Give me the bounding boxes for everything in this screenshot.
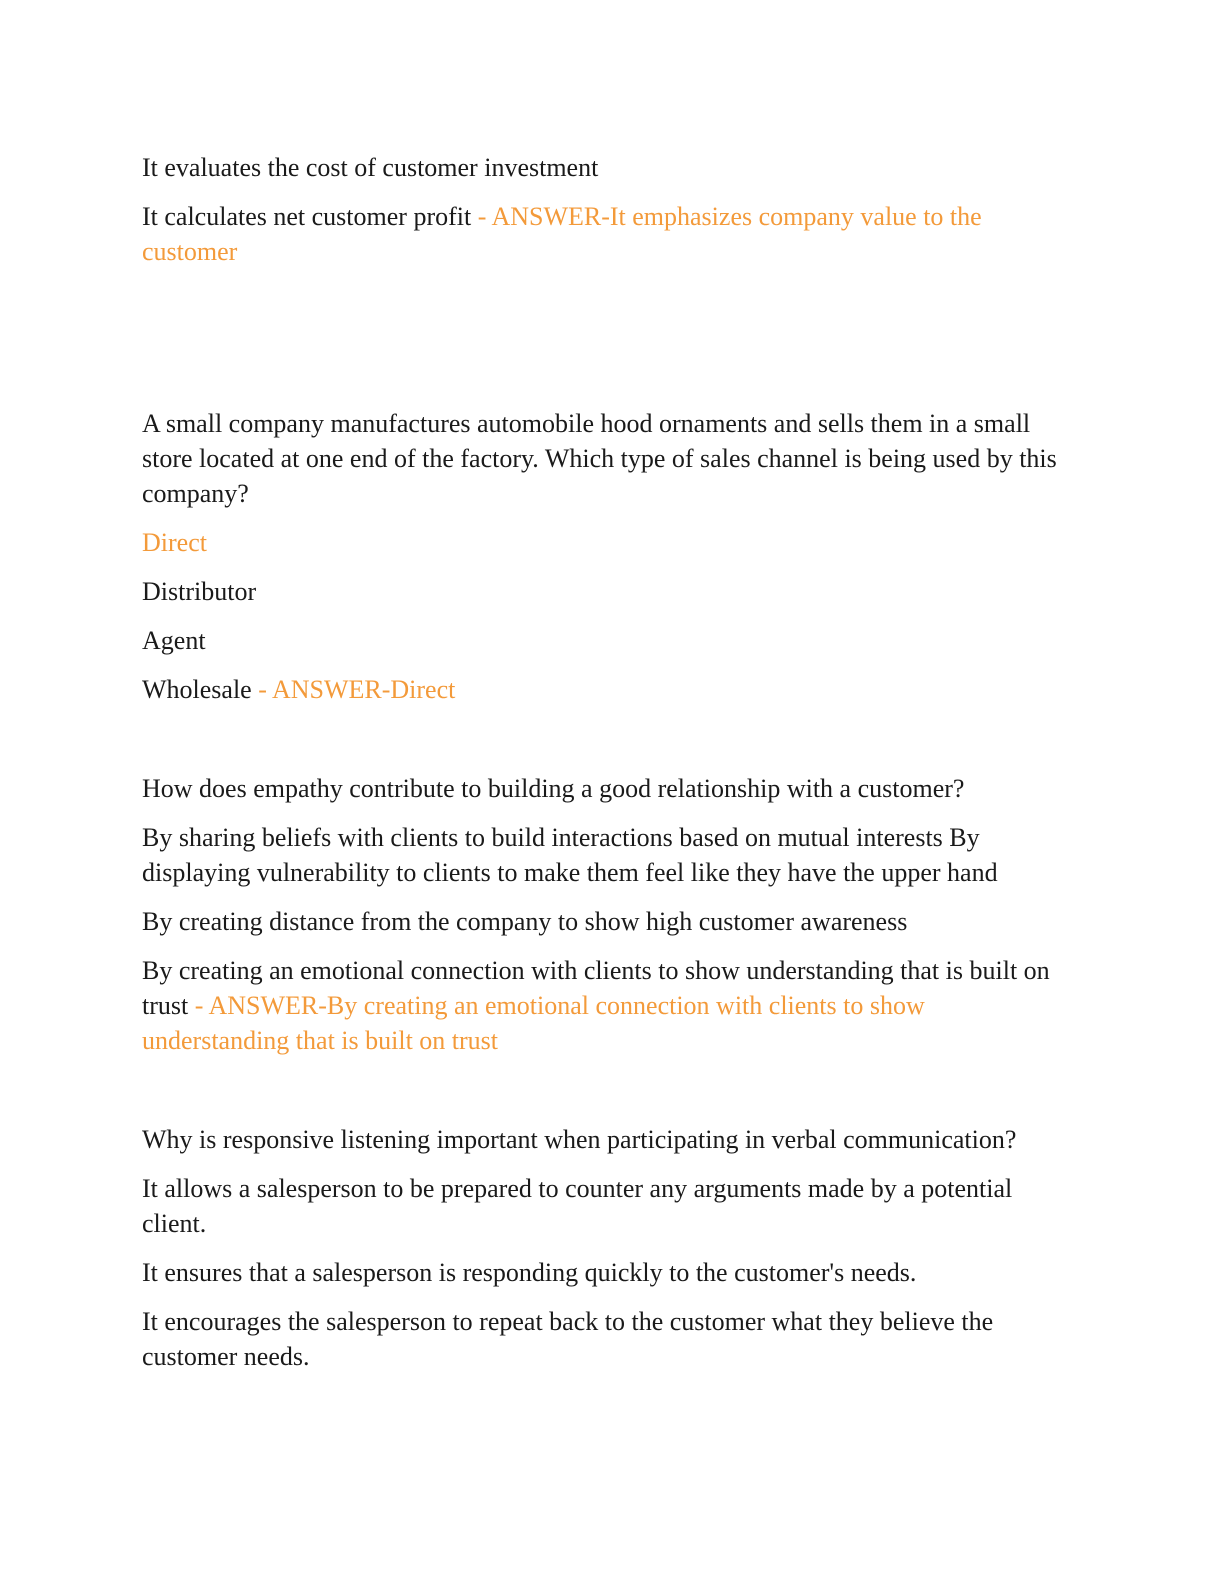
question-text: Why is responsive listening important when participating in verbal communication?	[142, 1125, 1017, 1154]
document-page	[142, 150, 1077, 1374]
question-text: How does empathy contribute to building a good relationship with a customer?	[142, 774, 965, 803]
option-with-answer	[142, 953, 1077, 1058]
option-text: It encourages the salesperson to repeat back to the customer what they believe the customer needs.	[142, 1307, 994, 1371]
option-text: It calculates net customer profit	[142, 202, 472, 231]
option-text: Agent	[142, 626, 206, 655]
option-text: By sharing beliefs with clients to build interactions based on mutual interests By displaying vulnerability to clients to make them feel like they have the upper hand	[142, 823, 998, 887]
option-with-answer	[142, 199, 1077, 269]
answer-text: ANSWER-By creating an emotional connection with clients to show understanding that is built on trust	[142, 991, 925, 1055]
option-text: It allows a salesperson to be prepared to counter any arguments made by a potential client.	[142, 1174, 1013, 1238]
answer-separator: -	[188, 991, 209, 1020]
option-text: By creating an emotional connection with clients to show understanding that is built on trust	[142, 956, 1050, 1020]
option-text: Distributor	[142, 577, 257, 606]
option-text-highlighted: Direct	[142, 528, 207, 557]
option-with-answer	[142, 672, 1077, 707]
answer-separator: -	[251, 675, 272, 704]
option-text: It ensures that a salesperson is responding quickly to the customer's needs.	[142, 1258, 917, 1287]
question-text: A small company manufactures automobile hood ornaments and sells them in a small store located at one end of the factory. Which type of sales channel is being used by this company?	[142, 409, 1057, 508]
option-text: It evaluates the cost of customer investment	[142, 153, 599, 182]
option-text: By creating distance from the company to show high customer awareness	[142, 907, 908, 936]
option-text: Wholesale	[142, 675, 252, 704]
answer-text: ANSWER-Direct	[271, 675, 456, 704]
answer-separator: -	[471, 202, 492, 231]
answer-text: ANSWER-It emphasizes company value to the customer	[142, 202, 982, 266]
